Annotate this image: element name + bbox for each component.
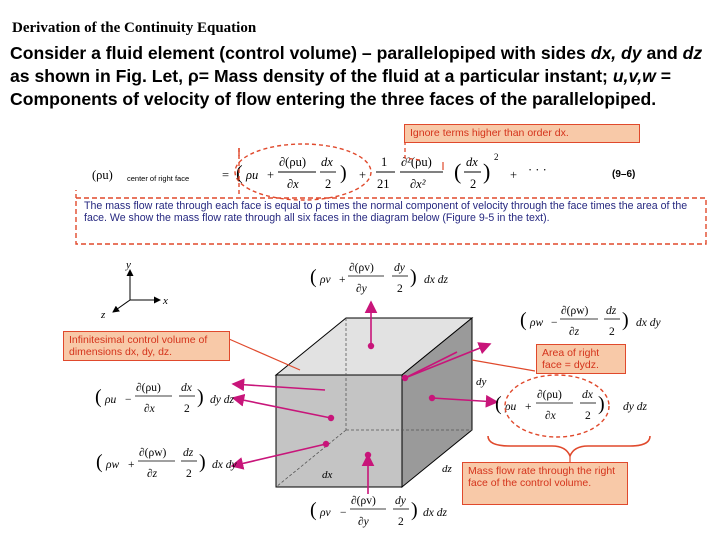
svg-text:): ) [411,499,418,521]
mass-flow-note-text: The mass flow rate through each face is equal to ρ times the normal component of velocity through the face times the area of the face. We show the mass flow rate through all six faces in the diagram below (Figure 9-5 in the text). [84,200,688,225]
svg-text:ρu: ρu [105,394,117,406]
flux-expression-top [310,262,448,295]
svg-text:−: − [340,507,347,519]
svg-text:2: 2 [398,516,404,528]
svg-text:2: 2 [585,410,591,422]
svg-text:∂(ρw): ∂(ρw) [139,447,167,459]
svg-text:−: − [551,317,558,329]
flux-top-area: dx dz [424,274,448,286]
callout-ignore-higher-order: Ignore terms higher than order dx. [404,124,640,143]
flux-right-area: dy dz [623,401,647,413]
svg-text:21: 21 [377,177,390,191]
svg-text:ρw: ρw [106,459,120,471]
svg-text:dx: dx [181,382,192,394]
svg-text:−: − [125,394,132,406]
flux-expression-back [520,305,661,338]
svg-text:(: ( [96,451,103,473]
svg-text:ρu: ρu [246,168,259,182]
svg-text:dx: dx [321,155,333,169]
svg-text:+: + [128,459,135,471]
taylor-expansion-equation [92,144,635,200]
svg-text:(: ( [520,309,527,331]
svg-text:dz: dz [606,305,617,317]
slide-title: Derivation of the Continuity Equation [12,20,257,36]
svg-text:): ) [199,451,206,473]
flux-expression-right [495,389,647,422]
svg-text:∂(ρu): ∂(ρu) [279,155,306,169]
svg-text:dx: dx [466,155,478,169]
svg-text:): ) [197,386,204,408]
svg-text:· · ·: · · · [528,163,547,177]
taylor-lhs: (ρu) [92,168,113,182]
svg-text:∂y: ∂y [356,283,367,295]
body-text-1: Consider a fluid element (control volume) – parallelopiped with sides [10,43,591,63]
svg-text:2: 2 [325,177,332,191]
flux-expression-left [95,382,234,415]
body-dz: dz [682,43,703,63]
axis-z-label: z [101,309,106,321]
flux-expression-front [96,447,237,480]
axis-y-label: y [126,259,131,271]
svg-text:(: ( [310,266,317,288]
body-text-5: = Components of velocity of flow entering the three faces of the parallelopiped. [10,66,672,109]
svg-text:2: 2 [470,177,477,191]
right-face-flux-circle [505,375,609,437]
callout-area-right-face: Area of right face = dydz. [536,344,626,374]
svg-text:(: ( [495,393,502,415]
equation-number: (9–6) [612,169,636,180]
svg-text:∂(ρu): ∂(ρu) [136,382,161,394]
flux-left-area: dy dz [210,394,234,406]
flux-expression-bottom [310,495,447,528]
dim-dx-label: dx [322,469,333,481]
svg-text:+: + [267,168,275,182]
svg-text:2: 2 [397,283,403,295]
axis-x-label: x [163,295,168,307]
svg-text:+: + [510,168,518,182]
svg-text:ρu: ρu [505,401,517,413]
svg-text:): ) [410,266,417,288]
svg-text:∂y: ∂y [358,516,369,528]
svg-text:+: + [339,274,346,286]
svg-text:∂z: ∂z [147,468,158,480]
svg-text:∂x: ∂x [287,177,299,191]
svg-text:∂x: ∂x [144,403,155,415]
svg-text:dx: dx [582,389,593,401]
svg-text:dy: dy [395,495,406,507]
svg-text:(: ( [95,386,102,408]
taylor-equals: = [222,168,230,182]
callout-control-volume: Infinitesimal control volume of dimensions dx, dy, dz. [63,331,230,361]
coordinate-axes [113,270,160,312]
body-text-4: as shown in Fig. Let, ρ= Mass density of the fluid at a particular instant; [10,66,613,86]
svg-text:∂(ρw): ∂(ρw) [561,305,589,317]
svg-text:∂(ρv): ∂(ρv) [349,262,374,274]
svg-text:∂x: ∂x [545,410,556,422]
svg-text:(: ( [454,159,462,184]
control-volume-cube [276,318,472,487]
flux-bottom-area: dx dz [423,507,447,519]
svg-text:): ) [483,159,491,184]
svg-text:2: 2 [609,326,615,338]
svg-text:∂z: ∂z [569,326,580,338]
svg-text:∂²(ρu): ∂²(ρu) [401,155,432,169]
svg-text:ρv: ρv [320,507,331,519]
flux-back-area: dx dy [636,317,661,329]
svg-text:2: 2 [186,468,192,480]
dim-dy-label: dy [476,376,487,388]
body-dy: dy [621,43,642,63]
body-text-3: and [641,43,683,63]
svg-text:∂(ρu): ∂(ρu) [537,389,562,401]
dim-dz-label: dz [442,463,452,475]
svg-text:(: ( [236,162,243,184]
callout-mass-flow-right-face: Mass flow rate through the right face of the control volume. [462,462,628,505]
flux-front-area: dx dy [212,459,237,471]
body-dx: dx, [590,43,617,63]
svg-text:+: + [359,168,367,182]
svg-text:∂(ρv): ∂(ρv) [351,495,376,507]
svg-text:ρv: ρv [320,274,331,286]
svg-text:∂x²: ∂x² [410,177,426,191]
taylor-lhs-subscript: center of right face [127,174,190,183]
svg-text:(: ( [310,499,317,521]
svg-text:dy: dy [394,262,405,274]
right-face-brace [488,436,650,456]
svg-text:): ) [622,309,629,331]
svg-text:2: 2 [184,403,190,415]
svg-text:): ) [598,393,605,415]
svg-text:ρw: ρw [530,317,544,329]
body-uvw: u,v,w [612,66,656,86]
svg-text:+: + [525,401,532,413]
svg-text:1: 1 [381,155,388,169]
svg-text:): ) [340,162,347,184]
svg-text:dz: dz [183,447,194,459]
svg-text:2: 2 [494,152,499,162]
